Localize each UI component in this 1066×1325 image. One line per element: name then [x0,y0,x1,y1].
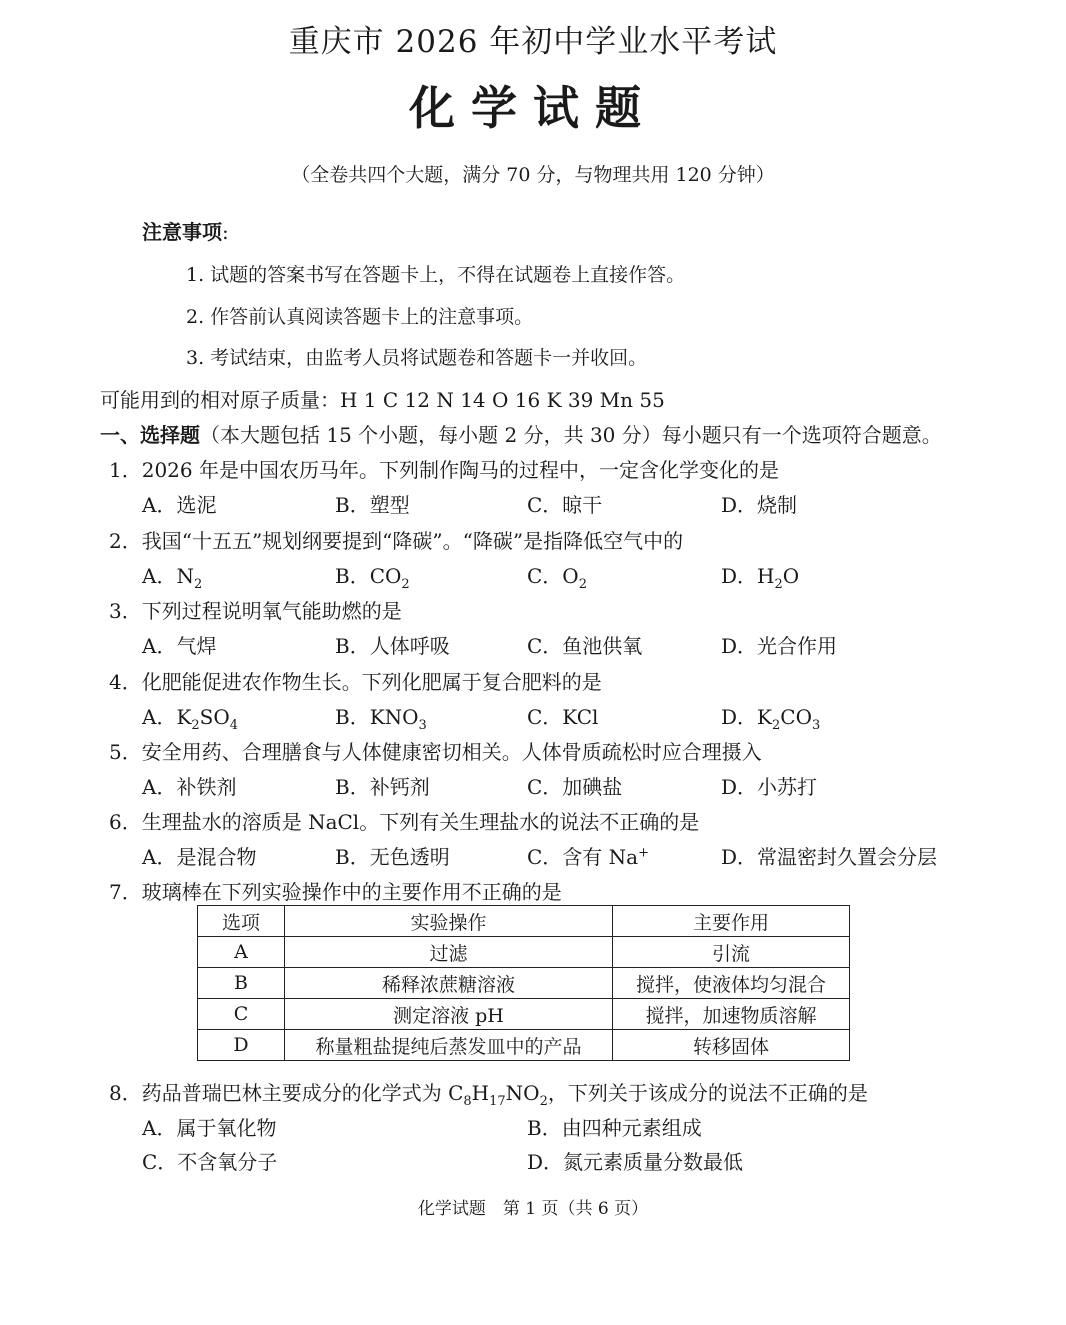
table-cell: 过滤 [285,937,613,968]
table-cell: D [198,1030,285,1061]
table-row [198,999,850,1030]
notice-item: 3. 考试结束，由监考人员将试题卷和答题卡一并收回。 [186,347,648,369]
question-stem: 7．玻璃棒在下列实验操作中的主要作用不正确的是 [109,880,562,904]
option: B．补钙剂 [335,775,430,799]
table-cell: 搅拌，加速物质溶解 [613,999,850,1030]
option: A．$K_2SO_4$ [142,705,239,733]
table-row [198,937,850,968]
option: C．KCl [527,705,599,729]
question-stem: 2．我国“十五五”规划纲要提到“降碳”。“降碳”是指降低空气中的 [109,529,684,553]
subject-title: 化学试题 [409,81,657,135]
table-cell: 搅拌，使液体均匀混合 [613,968,850,999]
section-heading: 一、选择题（本大题包括 15 个小题，每小题 2 分，共 30 分）每小题只有一个选项符合题意。 [100,423,942,447]
table-header-row [198,906,850,937]
option: B．无色透明 [335,845,450,869]
option: B．塑型 [335,493,410,517]
question-7-table [197,905,850,1061]
table-cell: 转移固体 [613,1030,850,1061]
notice-item: 1. 试题的答案书写在答题卡上，不得在试题卷上直接作答。 [186,264,686,286]
table-cell: 称量粗盐提纯后蒸发皿中的产品 [285,1030,613,1061]
exam-title: 重庆市 2026 年初中学业水平考试 [288,24,778,60]
option: D．氮元素质量分数最低 [527,1150,744,1174]
option: B．人体呼吸 [335,634,450,658]
option: C．含有 Na+ [527,845,649,869]
option: A．选泥 [142,493,217,517]
option: C．不含氧分子 [142,1150,278,1174]
option: D．小苏打 [721,775,818,799]
table-row [198,968,850,999]
option: D．常温密封久置会分层 [721,845,938,869]
question-stem: 3．下列过程说明氧气能助燃的是 [109,599,402,623]
option: C．加碘盐 [527,775,623,799]
option: D．烧制 [721,493,798,517]
option: A．属于氧化物 [142,1116,277,1140]
table-header-cell: 主要作用 [613,906,850,937]
table-header-cell: 实验操作 [285,906,613,937]
question-stem: 4．化肥能促进农作物生长。下列化肥属于复合肥料的是 [109,670,602,694]
table-cell: 引流 [613,937,850,968]
notice-heading: 注意事项: [142,220,229,244]
question-stem: 1．2026 年是中国农历马年。下列制作陶马的过程中，一定含化学变化的是 [109,458,779,482]
question-stem: 5．安全用药、合理膳食与人体健康密切相关。人体骨质疏松时应合理摄入 [109,740,762,764]
table-cell: A [198,937,285,968]
option: A．气焊 [142,634,217,658]
option: C．$O_2$ [527,564,587,592]
option: D．光合作用 [721,634,838,658]
option: C．晾干 [527,493,603,517]
option: B．$CO_2$ [335,564,410,592]
option: D．$H_2O$ [721,564,800,592]
option: B．$KNO_3$ [335,705,427,733]
table-cell: C [198,999,285,1030]
exam-subtitle: （全卷共四个大题，满分 70 分，与物理共用 120 分钟） [291,164,775,186]
option: B．由四种元素组成 [527,1116,702,1140]
atomic-mass-line: 可能用到的相对原子质量：H 1 C 12 N 14 O 16 K 39 Mn 55 [100,388,665,412]
table-header-cell: 选项 [198,906,285,937]
option: A．补铁剂 [142,775,237,799]
table-cell: 测定溶液 pH [285,999,613,1030]
page-footer: 化学试题 第 1 页（共 6 页） [417,1199,649,1219]
option: D．$K_2CO_3$ [721,705,821,733]
notice-item: 2. 作答前认真阅读答题卡上的注意事项。 [186,306,534,328]
option: A．$N_2$ [142,564,203,592]
option: A．是混合物 [142,845,257,869]
option: C．鱼池供氧 [527,634,643,658]
table-row [198,1030,850,1061]
question-stem: 6．生理盐水的溶质是 NaCl。下列有关生理盐水的说法不正确的是 [109,810,700,834]
question-stem: 8．药品普瑞巴林主要成分的化学式为 $C_8H_{17}NO_2$，下列关于该成分的说法不正确的是 [109,1081,868,1109]
table-cell: 稀释浓蔗糖溶液 [285,968,613,999]
table-cell: B [198,968,285,999]
